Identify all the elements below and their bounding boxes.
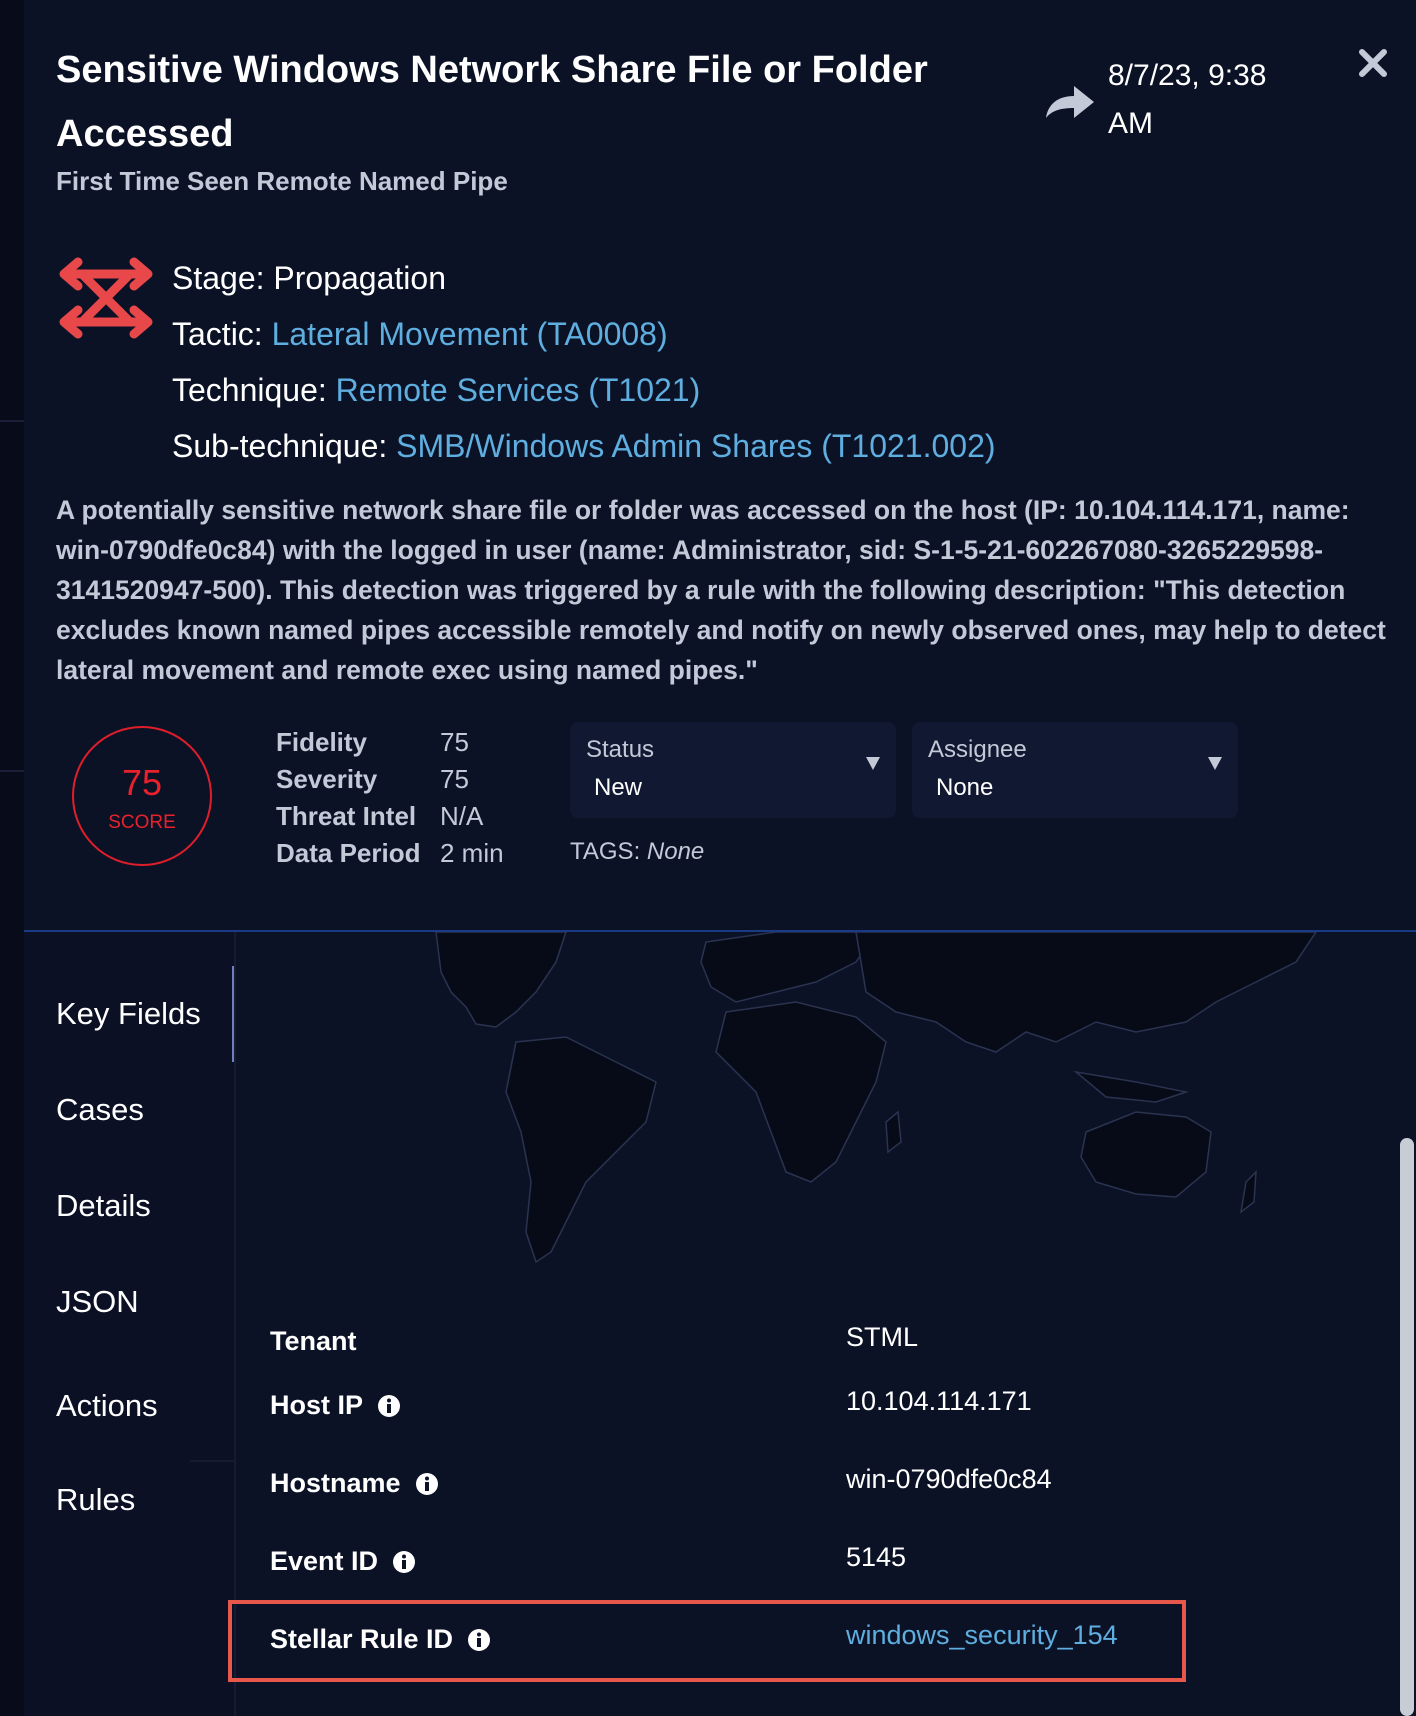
metric-row: [276, 835, 504, 872]
nav-item-details[interactable]: Details: [56, 1188, 151, 1223]
metric-row: [276, 761, 504, 798]
field-value: 10.104.114.171: [846, 1386, 1032, 1416]
nav-item-key-fields[interactable]: Key Fields: [56, 996, 201, 1031]
subtechnique-link[interactable]: SMB/Windows Admin Shares (T1021.002): [396, 428, 996, 464]
field-label: [270, 1326, 357, 1357]
lateral-movement-icon: [54, 256, 158, 340]
map-australia: [1081, 1112, 1211, 1197]
tactic-row: [172, 312, 996, 368]
alert-header: [24, 0, 1416, 932]
share-arrow-icon[interactable]: [1042, 74, 1098, 130]
technique-label: Technique:: [172, 372, 327, 408]
map-indonesia: [1076, 1072, 1186, 1102]
field-label: [270, 1468, 439, 1499]
tactic-label: Tactic:: [172, 316, 263, 352]
tags-value: None: [646, 838, 705, 865]
field-label-text: Host IP: [270, 1390, 364, 1420]
field-label-text: Stellar Rule ID: [270, 1624, 454, 1654]
info-icon[interactable]: [415, 1472, 439, 1496]
caret-down-icon: [864, 754, 882, 772]
tags-label: TAGS:: [570, 838, 641, 865]
assignee-label: Assignee: [928, 736, 1027, 763]
subtechnique-row: [172, 424, 996, 480]
assignee-dropdown[interactable]: [912, 722, 1238, 818]
field-row-hostname: [236, 1464, 1396, 1524]
nav-item-cases[interactable]: Cases: [56, 1092, 144, 1127]
status-dropdown[interactable]: [570, 722, 896, 818]
map-north-america: [436, 932, 566, 1027]
technique-row: [172, 368, 996, 424]
field-row-tenant: [236, 1322, 1396, 1382]
stage-value: Propagation: [273, 260, 446, 296]
field-row-host-ip: [236, 1386, 1396, 1446]
stellar-rule-link[interactable]: windows_security_154: [846, 1620, 1118, 1650]
backdrop-line: [0, 420, 24, 422]
score-label: SCORE: [108, 812, 176, 833]
metrics-list: [276, 724, 504, 872]
side-nav: [24, 932, 236, 1716]
field-value: STML: [846, 1322, 919, 1352]
assignee-value: None: [936, 774, 994, 801]
field-value: win-0790dfe0c84: [846, 1464, 1052, 1494]
field-label: [270, 1546, 416, 1577]
field-label: [270, 1390, 401, 1421]
status-label: Status: [586, 736, 655, 763]
tags-line: [570, 838, 704, 866]
status-value: New: [594, 774, 643, 801]
backdrop-line: [0, 770, 24, 772]
nav-item-actions[interactable]: Actions: [56, 1388, 158, 1423]
alert-title: Sensitive Windows Network Share File or Folder Accessed: [56, 49, 928, 155]
metric-row: [276, 724, 504, 761]
metric-value: N/A: [440, 801, 484, 831]
field-label-text: Tenant: [270, 1326, 357, 1356]
alert-timestamp: 8/7/23, 9:38 AM: [1108, 59, 1267, 140]
stage-label: Stage:: [172, 260, 265, 296]
map-europe: [701, 932, 876, 1002]
field-label-text: Event ID: [270, 1546, 379, 1576]
technique-link[interactable]: Remote Services (T1021): [335, 372, 701, 408]
metric-label: Data Period: [276, 838, 421, 868]
score-value: 75: [121, 762, 163, 803]
mitre-info: [172, 256, 996, 480]
nav-item-rules[interactable]: Rules: [56, 1482, 136, 1517]
tactic-link[interactable]: Lateral Movement (TA0008): [271, 316, 668, 352]
map-new-zealand: [1241, 1172, 1256, 1212]
info-icon[interactable]: [392, 1550, 416, 1574]
metric-label: Fidelity: [276, 727, 368, 757]
metric-value: 75: [440, 764, 469, 794]
map-africa: [716, 1002, 886, 1182]
field-label-text: Hostname: [270, 1468, 401, 1498]
stage-row: [172, 256, 996, 312]
field-row-event-id: [236, 1542, 1396, 1602]
world-map: [236, 932, 1396, 1272]
map-south-america: [506, 1037, 656, 1262]
scrollbar-thumb[interactable]: [1400, 1138, 1414, 1716]
info-icon[interactable]: [377, 1394, 401, 1418]
left-backdrop: [0, 0, 24, 1716]
map-asia: [856, 932, 1316, 1052]
metric-label: Threat Intel: [276, 801, 417, 831]
nav-separator: [190, 1460, 236, 1462]
alert-description: A potentially sensitive network share file or folder was accessed on the host (IP: 10.104.114.171, name: win-0790dfe0c84) with the logged in user (name: Administrator, sid: S-1-5-21-602267080-3265229598-3141520947-500). This detection was triggered by a rule with the following description: "This detection excludes known named pipes accessible remotely and notify on newly observed ones, may help to detect lateral movement and remote exec using named pipes.": [56, 495, 1386, 685]
alert-subtitle: First Time Seen Remote Named Pipe: [56, 166, 508, 196]
close-icon[interactable]: [1356, 46, 1390, 80]
metric-row: [276, 798, 504, 835]
score-ring: [72, 726, 212, 866]
map-madagascar: [886, 1112, 901, 1152]
metric-label: Severity: [276, 764, 378, 794]
nav-item-json[interactable]: JSON: [56, 1284, 139, 1319]
metric-value: 2 min: [440, 838, 504, 868]
field-value: 5145: [846, 1542, 907, 1572]
subtechnique-label: Sub-technique:: [172, 428, 388, 464]
highlight-box: [228, 1600, 1186, 1682]
caret-down-icon: [1206, 754, 1224, 772]
metric-value: 75: [440, 727, 469, 757]
